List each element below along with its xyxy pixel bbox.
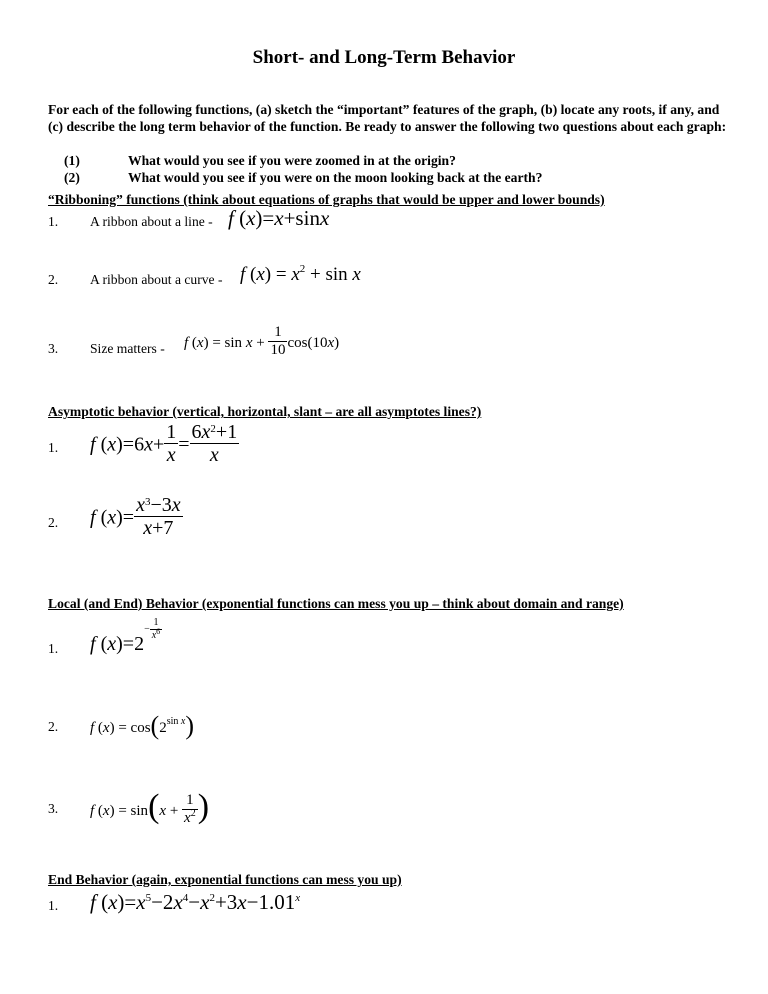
ribbon-item-3-number: 3. [48, 341, 59, 356]
section-asymptotic-heading: Asymptotic behavior (vertical, horizontal, slant – are all asymptotes lines?) [48, 404, 482, 419]
end-item-1-equation: f $(x)=x^5-2x^4-x^2+3x-1.01^x$ [90, 890, 301, 914]
ribbon-item-1-label: A ribbon about a line - [90, 214, 213, 229]
asymptotic-item-1-equation: f (x)=6x+ $\frac{1}{x}$ = $\frac{6x^2+1}{x}$ [90, 421, 238, 466]
local-item-1-equation: f (x)=2− $\frac{1}{x^6}$ [90, 617, 161, 655]
question-1-number: (1) [64, 153, 80, 168]
section-end-heading: End Behavior (again, exponential functions can mess you up) [48, 872, 402, 887]
local-item-2-number: 2. [48, 719, 59, 734]
asymptotic-item-1-number: 1. [48, 440, 59, 455]
section-local-heading: Local (and End) Behavior (exponential functions can mess you up – think about domain and range) [48, 596, 624, 611]
ribbon-item-2-label: A ribbon about a curve - [90, 272, 223, 287]
ribbon-item-2-number: 2. [48, 272, 59, 287]
question-2-text: What would you see if you were on the moon looking back at the earth? [128, 170, 543, 185]
section-ribboning-heading: “Ribboning” functions (think about equations of graphs that would be upper and lower bounds) [48, 192, 605, 207]
asymptotic-item-2-number: 2. [48, 515, 59, 530]
local-item-2-equation: f $(x) = \cos(2^{sin x})$ [90, 711, 195, 740]
ribbon-item-3-label: Size matters - [90, 341, 165, 356]
ribbon-item-2-equation: f $(x) = x^2 + \sin x$ [240, 263, 361, 285]
ribbon-item-3-equation: f (x) = sin x + $\frac{1}{10}$ cos(10x) [184, 324, 340, 358]
instructions-paragraph: For each of the following functions, (a) sketch the “important” features of the graph, (b) locate any roots, if any, and (c) describe the long term behavior of the function. Be ready to answer the following two questions about each graph: [48, 102, 727, 134]
local-item-3-equation: f (x) = sin(x + $\frac{1}{x^2}$ ) [90, 788, 210, 826]
ribbon-item-1-number: 1. [48, 214, 59, 229]
asymptotic-item-2-equation: f (x)= $\frac{x^3-3x}{x+7}$ [90, 494, 181, 539]
question-1-text: What would you see if you were zoomed in at the origin? [128, 153, 456, 168]
page-title: Short- and Long-Term Behavior [252, 47, 516, 68]
end-item-1-number: 1. [48, 898, 59, 913]
ribbon-item-1-equation: f (x)=x+sinx [228, 206, 330, 230]
question-2-number: (2) [64, 170, 80, 185]
local-item-3-number: 3. [48, 801, 59, 816]
local-item-1-number: 1. [48, 641, 59, 656]
